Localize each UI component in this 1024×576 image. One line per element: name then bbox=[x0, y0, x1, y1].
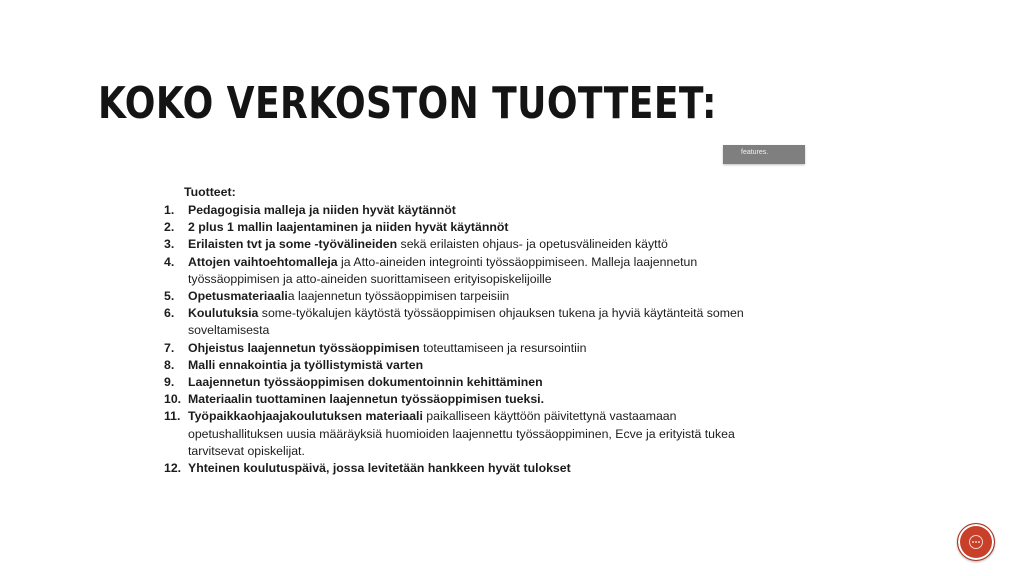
item-text bbox=[188, 391, 764, 408]
list-item bbox=[164, 374, 764, 391]
item-number: 3. bbox=[164, 237, 175, 252]
tooltip-text: features. bbox=[741, 149, 769, 156]
item-number: 8. bbox=[164, 357, 175, 372]
list-item bbox=[164, 236, 764, 253]
item-text bbox=[188, 288, 764, 305]
dots-icon bbox=[968, 534, 984, 550]
item-text bbox=[188, 254, 764, 288]
list-item bbox=[164, 340, 764, 357]
item-bold-text: Työpaikkaohjaajakoulutuksen materiaali bbox=[188, 409, 423, 424]
item-rest-text: paikalliseen käyttöön päivitettynä vastaamaan opetushallituksen uusia määräyksiä huomioiden laajennettu työssäoppiminen, Ecve ja erityistä tukea tarvitsevat opiskelijat. bbox=[188, 409, 735, 458]
item-number: 11. bbox=[164, 409, 181, 424]
item-text bbox=[188, 374, 764, 391]
item-text bbox=[188, 408, 764, 460]
list-heading: Tuotteet: bbox=[184, 185, 236, 199]
item-number: 6. bbox=[164, 306, 175, 321]
item-number: 9. bbox=[164, 375, 175, 390]
item-text bbox=[188, 340, 764, 357]
item-text bbox=[188, 202, 764, 219]
item-rest-text: some-työkalujen käytöstä työssäoppimisen ohjauksen tukena ja hyviä käytänteitä somen soveltamisesta bbox=[188, 306, 744, 338]
list-item bbox=[164, 288, 764, 305]
item-text bbox=[188, 305, 764, 339]
list-item bbox=[164, 408, 764, 460]
list-item bbox=[164, 219, 764, 236]
item-number: 7. bbox=[164, 340, 175, 355]
item-bold-text: Koulutuksia bbox=[188, 306, 259, 321]
item-rest-text: sekä erilaisten ohjaus- ja opetusvälineiden käyttö bbox=[397, 237, 668, 252]
item-bold-text: Ohjeistus laajennetun työssäoppimisen bbox=[188, 340, 420, 355]
item-bold-text: Erilaisten tvt ja some -työvälineiden bbox=[188, 237, 398, 252]
item-bold-text: Yhteinen koulutuspäivä, jossa levitetään hankkeen hyvät tulokset bbox=[188, 461, 571, 476]
item-bold-text: Opetusmateriaali bbox=[188, 289, 288, 304]
item-text bbox=[188, 357, 764, 374]
item-rest-text: ja Atto-aineiden integrointi työssäoppimiseen. Malleja laajennetun työssäoppimisen ja atto-aineiden suorittamiseen erityisopiskelijoille bbox=[188, 254, 698, 286]
list-item bbox=[164, 202, 764, 219]
item-text bbox=[188, 219, 764, 236]
item-bold-text: Laajennetun työssäoppimisen dokumentoinnin kehittäminen bbox=[188, 375, 543, 390]
item-number: 12. bbox=[164, 461, 182, 476]
item-number: 10. bbox=[164, 392, 182, 407]
item-number: 2. bbox=[164, 220, 175, 235]
item-number: 5. bbox=[164, 289, 175, 304]
tooltip-fragment bbox=[723, 145, 805, 164]
item-text bbox=[188, 460, 764, 477]
item-number: 4. bbox=[164, 254, 175, 269]
item-bold-text: Attojen vaihtoehtomalleja bbox=[188, 254, 338, 269]
item-text bbox=[188, 236, 764, 253]
item-rest-text: toteuttamiseen ja resursointiin bbox=[419, 340, 587, 355]
slide-title: KOKO VERKOSTON TUOTTEET: bbox=[98, 78, 717, 129]
item-bold-text: Pedagogisia malleja ja niiden hyvät käytännöt bbox=[188, 203, 456, 217]
list-item bbox=[164, 391, 764, 408]
slide-nav-button[interactable] bbox=[957, 523, 995, 561]
item-rest-text: a laajennetun työssäoppimisen tarpeisiin bbox=[287, 289, 510, 304]
list-item bbox=[164, 460, 764, 477]
item-bold-text: Malli ennakointia ja työllistymistä varten bbox=[188, 357, 424, 372]
list-item bbox=[164, 305, 764, 339]
list-item bbox=[164, 254, 764, 288]
item-bold-text: Materiaalin tuottaminen laajennetun työssäoppimisen tueksi. bbox=[188, 392, 545, 407]
item-number: 1. bbox=[164, 203, 175, 217]
list-item bbox=[164, 357, 764, 374]
item-bold-text: 2 plus 1 mallin laajentaminen ja niiden hyvät käytännöt bbox=[188, 220, 509, 235]
products-list-image bbox=[164, 184, 764, 477]
